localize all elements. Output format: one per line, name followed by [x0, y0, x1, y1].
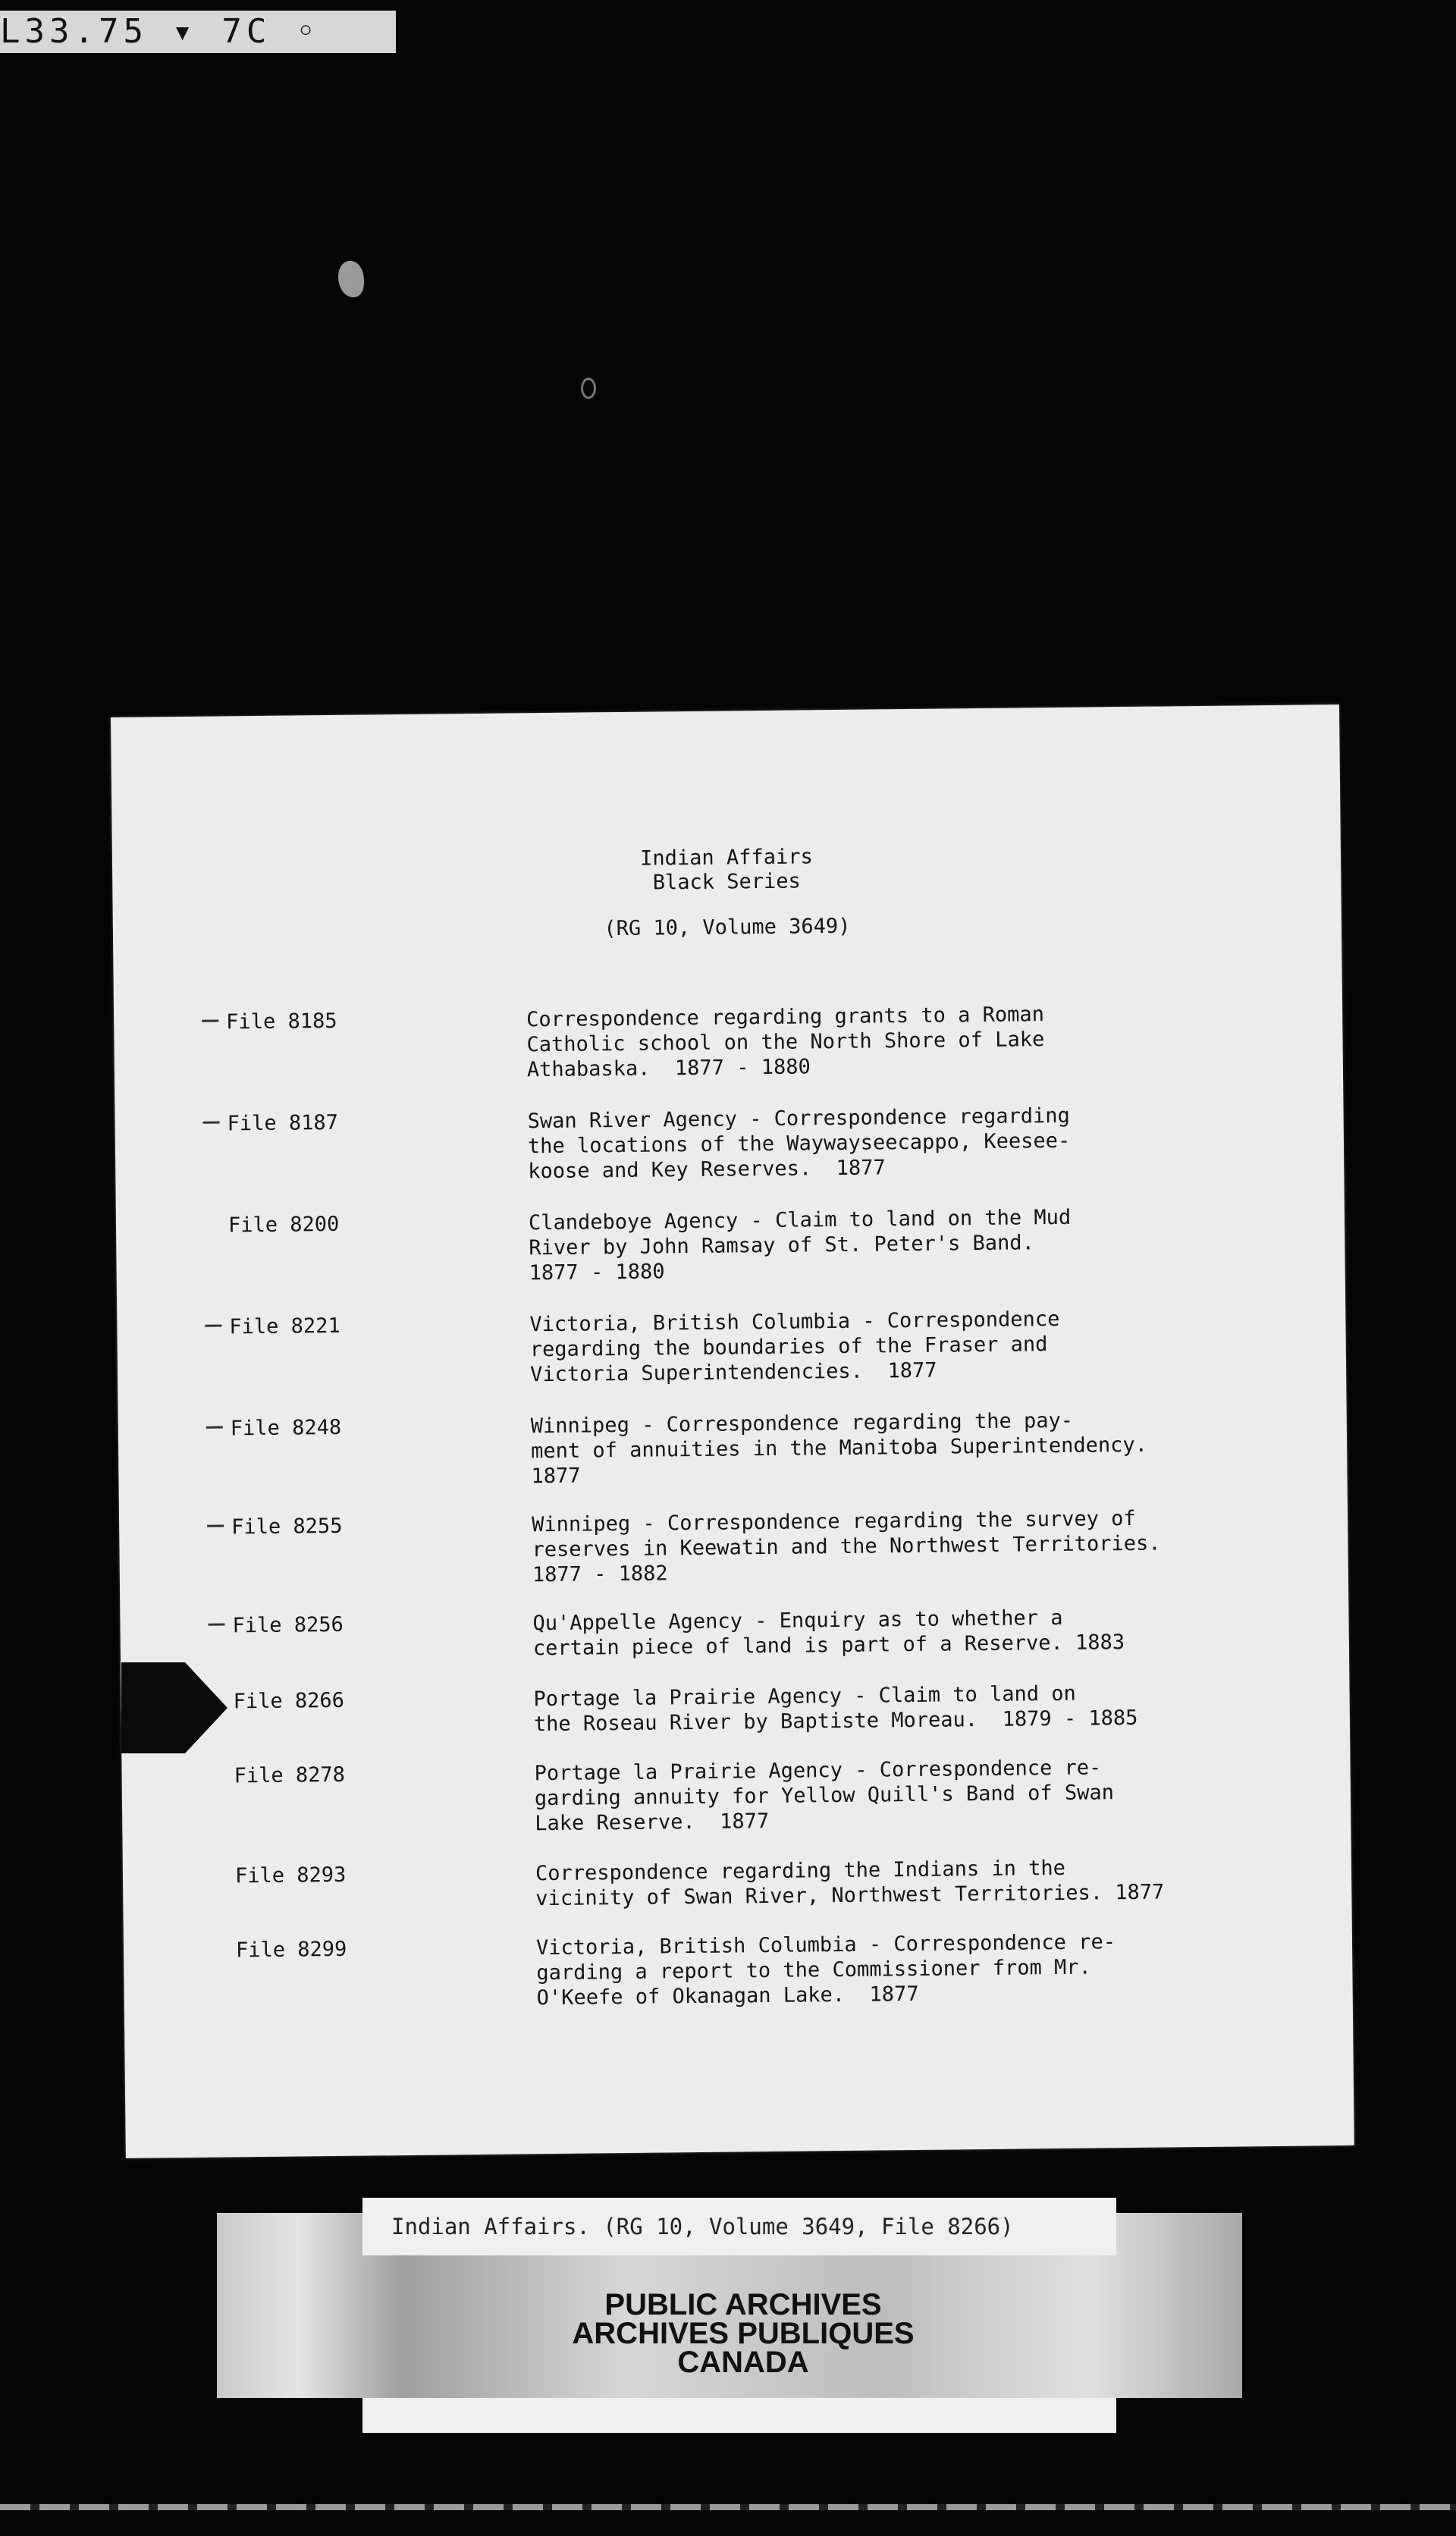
file-entry	[117, 1304, 1346, 1415]
file-description: Swan River Agency - Correspondence regarding the locations of the Waywayseecappo, Keesee- koose and Key Reserves. 1877	[527, 1103, 1071, 1184]
file-entry	[121, 1753, 1351, 1864]
file-description: Victoria, British Columbia - Correspondence re- garding a report to the Commissioner from Mr. O'Keefe of Okanagan Lake. 1877	[535, 1930, 1116, 2010]
file-description: Qu'Appelle Agency - Enquiry as to whether a certain piece of land is part of a Reserve. 1883	[532, 1605, 1125, 1661]
tick-mark	[205, 1325, 221, 1327]
film-speck	[581, 378, 596, 399]
file-description: Correspondence regarding the Indians in the vicinity of Swan River, Northwest Territories. 1877	[535, 1856, 1165, 1911]
file-number: File 8200	[228, 1212, 340, 1238]
archive-stamp	[485, 2290, 1001, 2377]
label-strip-bottom	[362, 2398, 1116, 2433]
stamp-line: CANADA	[677, 2346, 809, 2379]
file-description: Clandeboye Agency - Claim to land on the Mud River by John Ramsay of St. Peter's Band. 1877 - 1880	[528, 1205, 1072, 1285]
film-perforation	[0, 2504, 1456, 2510]
file-entry	[115, 1100, 1344, 1212]
file-entry	[114, 999, 1343, 1110]
stamp-line: ARCHIVES PUBLIQUES	[572, 2317, 915, 2350]
tick-mark	[202, 1020, 218, 1022]
stamp-line: PUBLIC ARCHIVES	[604, 2288, 882, 2321]
file-number: File 8221	[229, 1314, 340, 1339]
file-number: File 8266	[233, 1688, 345, 1714]
file-label: Indian Affairs. (RG 10, Volume 3649, File 8266)	[362, 2198, 1116, 2255]
tick-mark	[206, 1426, 223, 1429]
file-entry	[116, 1202, 1345, 1314]
file-number: File 8248	[230, 1415, 342, 1441]
file-description: Winnipeg - Correspondence regarding the survey of reserves in Keewatin and the Northwest Territories. 1877 - 1882	[532, 1506, 1161, 1587]
tick-mark	[203, 1122, 220, 1124]
tick-mark	[209, 1623, 225, 1625]
document-page	[111, 705, 1354, 2158]
file-number: File 8185	[226, 1009, 337, 1034]
file-description: Winnipeg - Correspondence regarding the pay- ment of annuities in the Manitoba Superintendency. 1877	[530, 1408, 1148, 1489]
film-reel-id: L33.75 ▾ 7C ◦	[0, 11, 396, 53]
file-number: File 8278	[234, 1762, 346, 1788]
file-number: File 8255	[231, 1514, 343, 1539]
header-series: Black Series	[652, 869, 802, 895]
file-description: Portage la Prairie Agency - Correspondence re- garding annuity for Yellow Quill's Band of Swan Lake Reserve. 1877	[534, 1756, 1115, 1836]
header-volume: (RG 10, Volume 3649)	[604, 914, 851, 941]
file-number: File 8187	[227, 1110, 339, 1136]
file-entry	[119, 1504, 1348, 1615]
file-entry	[124, 1927, 1353, 2039]
tick-mark	[207, 1524, 224, 1527]
film-speck	[338, 261, 364, 297]
file-description: Victoria, British Columbia - Correspondence regarding the boundaries of the Fraser and Victoria Superintendencies. 1877	[529, 1307, 1060, 1387]
file-description: Correspondence regarding grants to a Roman Catholic school on the North Shore of Lake Athabaska. 1877 - 1880	[526, 1003, 1045, 1082]
file-number: File 8299	[235, 1937, 347, 1963]
file-number: File 8256	[232, 1612, 344, 1638]
file-number: File 8293	[234, 1863, 347, 1888]
file-entry	[118, 1405, 1348, 1517]
header-title: Indian Affairs	[640, 845, 813, 871]
file-description: Portage la Prairie Agency - Claim to land on the Roseau River by Baptiste Moreau. 1879 - 1885	[533, 1681, 1138, 1737]
